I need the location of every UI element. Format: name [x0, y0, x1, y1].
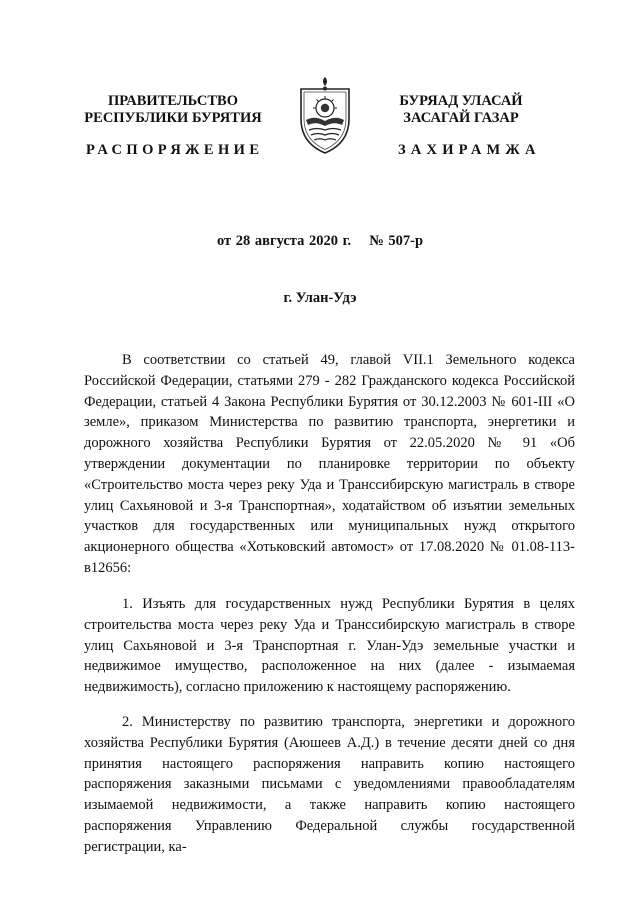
city-line: г. Улан-Удэ [283, 290, 357, 306]
header-left-line2: РЕСПУБЛИКИ БУРЯТИЯ [84, 110, 262, 126]
header-right-line2: ЗАСАГАЙ ГАЗАР [403, 110, 519, 126]
header-left-line1: ПРАВИТЕЛЬСТВО [108, 93, 238, 109]
header-left-block [74, 93, 272, 127]
document-date: от 28 августа 2020 г. [216, 233, 352, 249]
header-right-block [368, 93, 554, 127]
doc-type-left: РАСПОРЯЖЕНИЕ [86, 142, 264, 158]
item-1-paragraph: 1. Изъять для государственных нужд Республики Бурятия в целях строительства моста через реку Уда и Транссибирскую магистраль в створе улиц Сахьяновой и 3-я Транспортная г. Улан-Удэ земельные участки и недвижимое имущество, расположенное на них (далее - изымаемая недвижимость), согласно приложению к настоящему распоряжению. [84, 596, 575, 696]
coat-of-arms-emblem [295, 75, 355, 155]
preamble-paragraph: В соответствии со статьей 49, главой VII.1 Земельного кодекса Российской Федерации, статьями 279 - 282 Гражданского кодекса Российской Федерации, статьей 4 Закона Республики Бурятия от 30.12.2003 № 601-III «О земле», приказом Министерства по развитию транспорта, энергетики и дорожного хозяйства Республики Бурятия от 22.05.2020 № 91 «Об утверждении документации по планировке территории по объекту «Строительство моста через реку Уда и Транссибирскую магистраль в створе улиц Сахьяновой и 3-я Транспортная», ходатайством об изъятии земельных участков для государственных или муниципальных нужд открытого акционерного общества «Хотьковский автомост» от 17.08.2020 № 01.08-113-в12656: [84, 352, 575, 576]
doc-type-right: ЗАХИРАМЖА [398, 142, 541, 158]
header-right-line1: БУРЯАД УЛАСАЙ [399, 93, 523, 109]
document-number: № 507-р [369, 233, 424, 249]
date-number-line [0, 233, 640, 250]
item-2-paragraph: 2. Министерству по развитию транспорта, энергетики и дорожного хозяйства Республики Бурятия (Аюшеев А.Д.) в течение десяти дней со дня принятия настоящего распоряжения направить копию настоящего распоряжения заказными письмами с уведомлениями правообладателям изымаемой недвижимости, а также направить копию настоящего распоряжения Управлению Федеральной службы государственной регистрации, ка- [84, 714, 575, 855]
